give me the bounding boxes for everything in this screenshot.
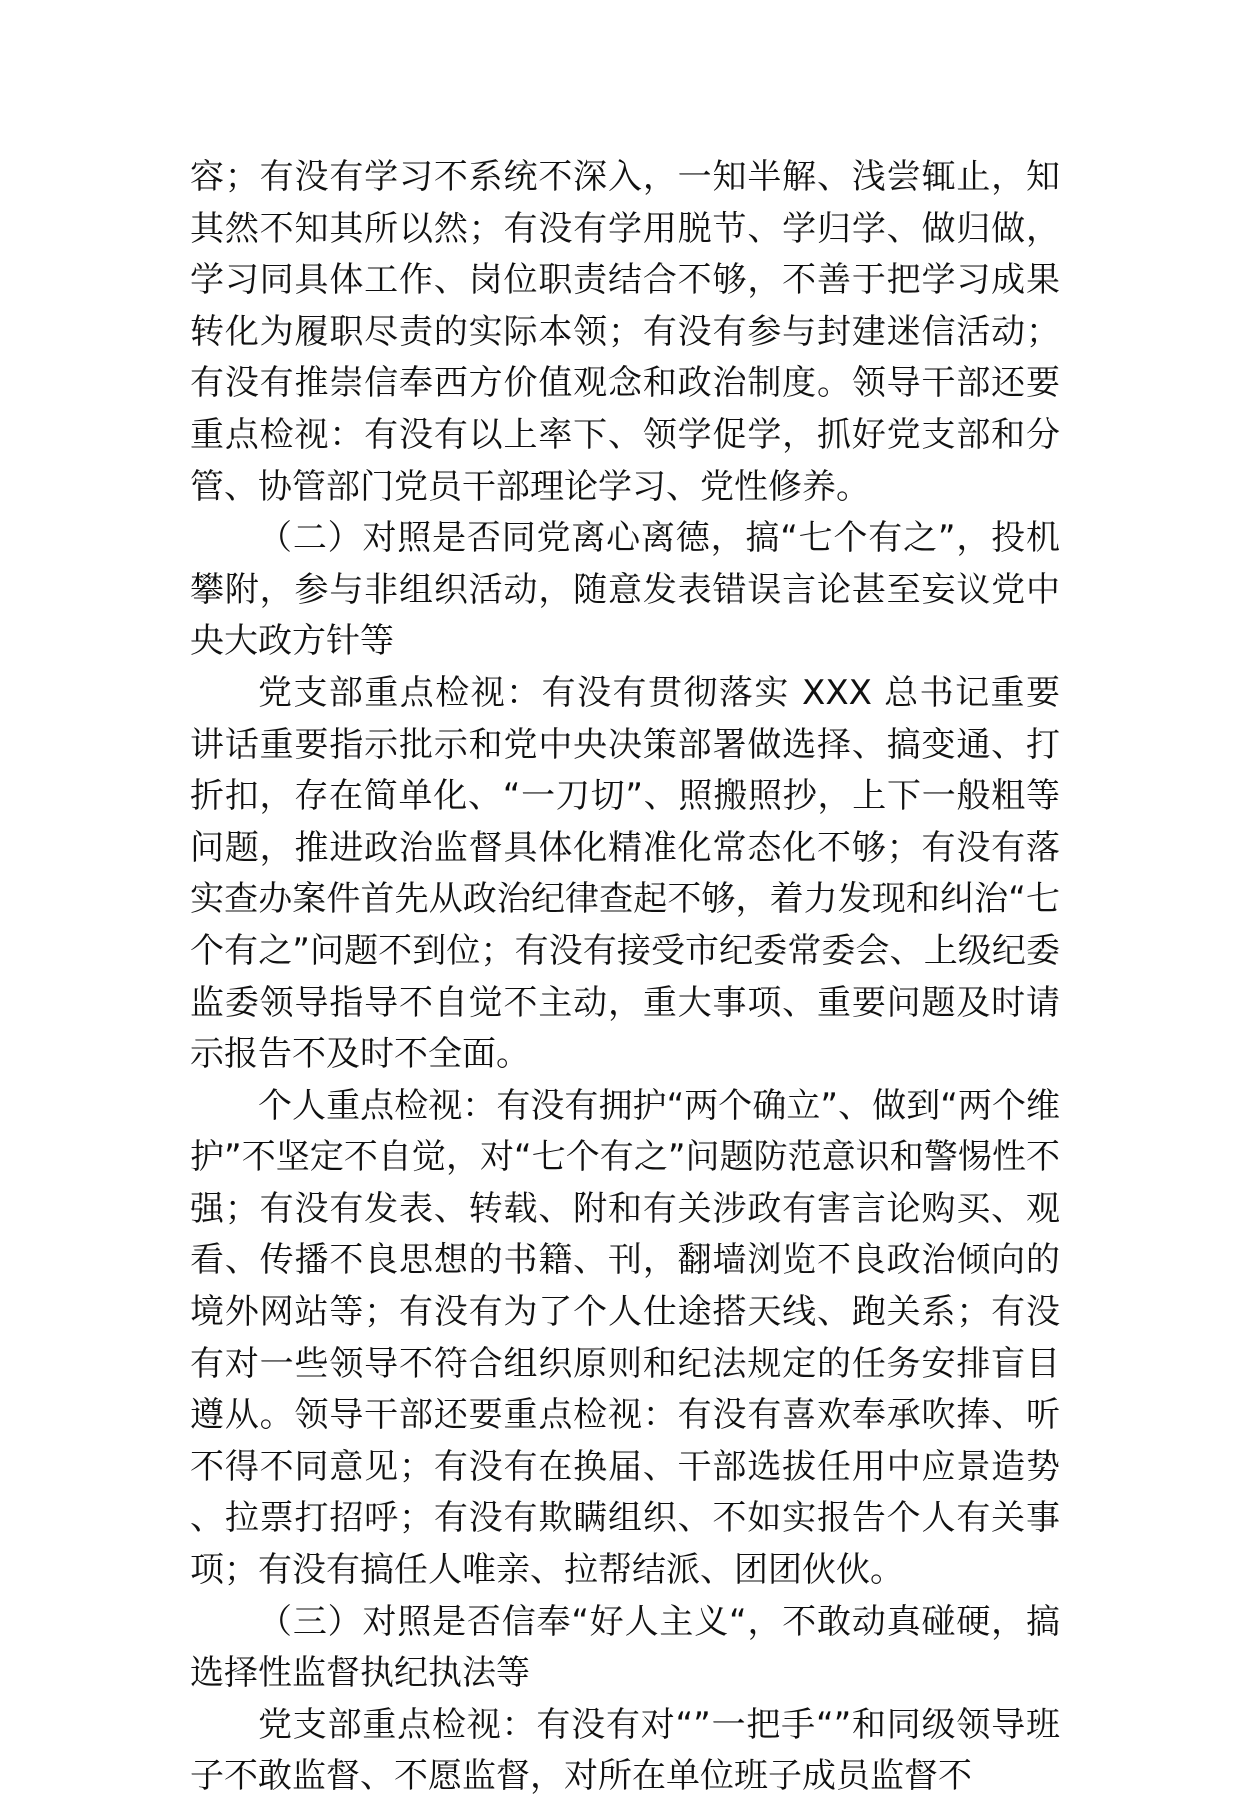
section-heading-2: （二）对照是否同党离心离德，搞“七个有之”，投机攀附，参与非组织活动，随意发表错误言论甚至妄议党中央大政方针等	[190, 518, 1060, 662]
section-heading-3: （三）对照是否信奉“好人主义“，不敢动真碰硬，搞选择性监督执纪执法等	[190, 1601, 1060, 1694]
paragraph-continuation: 容；有没有学习不系统不深入，一知半解、浅尝辄止，知其然不知其所以然；有没有学用脱节、学归学、做归做，学习同具体工作、岗位职责结合不够，不善于把学习成果转化为履职尽责的实际本领；有没有参与封建迷信活动；有没有推崇信奉西方价值观念和政治制度。领导干部还要重点检视：有没有以上率下、领学促学，抓好党支部和分管、协管部门党员干部理论学习、党性修养。	[190, 157, 1060, 507]
paragraph-personal-review-2: 个人重点检视：有没有拥护“两个确立”、做到“两个维护”不坚定不自觉，对“七个有之”问题防范意识和警惕性不强；有没有发表、转载、附和有关涉政有害言论购买、观看、传播不良思想的书籍、刊，翻墙浏览不良政治倾向的境外网站等；有没有为了个人仕途搭天线、跑关系；有没有对一些领导不符合组织原则和纪法规定的任务安排盲目遵从。领导干部还要重点检视：有没有喜欢奉承吹捧、听不得不同意见；有没有在换届、干部选拔任用中应景造势、拉票打招呼；有没有欺瞒组织、不如实报告个人有关事项；有没有搞任人唯亲、拉帮结派、团团伙伙。	[190, 1085, 1060, 1591]
paragraph-branch-review-3: 党支部重点检视：有没有对“”一把手“”和同级领导班子不敢监督、不愿监督，对所在单位班子成员监督不	[190, 1704, 1060, 1797]
paragraph-branch-review-2: 党支部重点检视：有没有贯彻落实 XXX 总书记重要讲话重要指示批示和党中央决策部署做选择、搞变通、打折扣，存在简单化、“一刀切”、照搬照抄，上下一般粗等问题，推进政治监督具体化精准化常态化不够；有没有落实查办案件首先从政治纪律查起不够，着力发现和纠治“七个有之”问题不到位；有没有接受市纪委常委会、上级纪委监委领导指导不自觉不主动，重大事项、重要问题及时请示报告不及时不全面。	[190, 672, 1060, 1075]
document-body	[190, 152, 1060, 1803]
